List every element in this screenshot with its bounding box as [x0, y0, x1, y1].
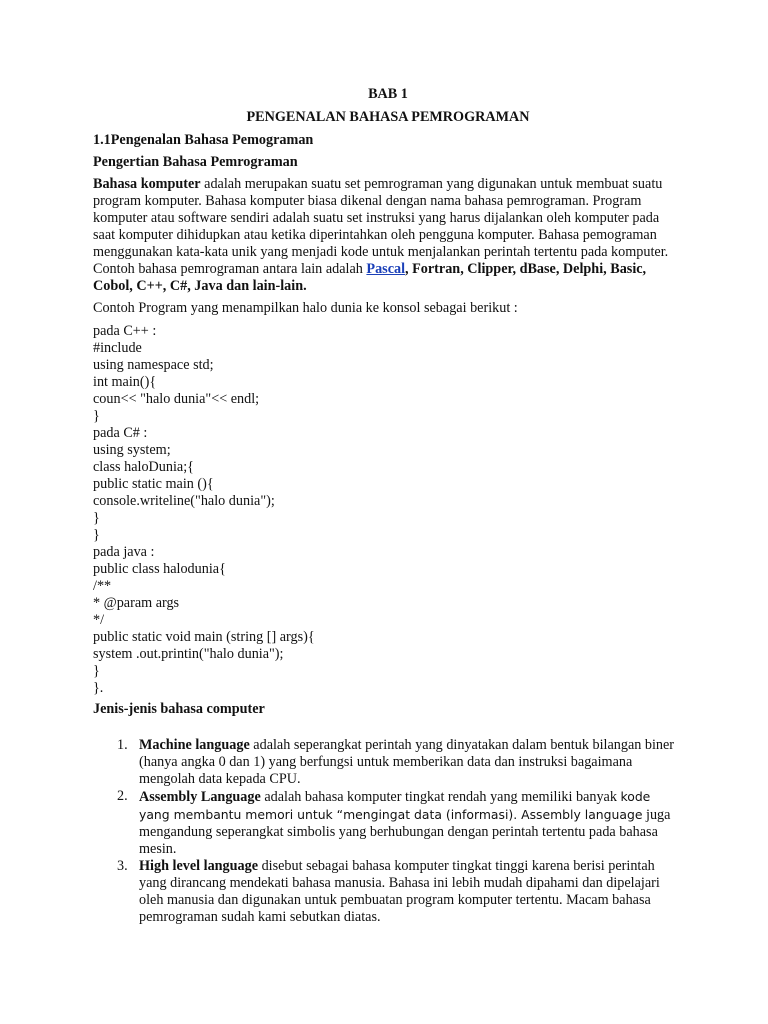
code-line: }: [93, 510, 100, 526]
list-number: 1.: [117, 737, 128, 753]
page-title: PENGENALAN BAHASA PEMROGRAMAN: [246, 109, 530, 125]
list-text-rest: juga mengandung seperangkat simbolis yang berhubungan dengan perintah tertentu pada bahasa mesin.: [139, 807, 671, 857]
code-line: console.writeline("halo dunia");: [93, 493, 275, 509]
list-number: 3.: [117, 858, 128, 874]
intro-term: Bahasa komputer: [93, 176, 201, 192]
intro-text: adalah merupakan suatu set pemrograman yang digunakan untuk membuat suatu program komputer. Bahasa komputer biasa dikenal dengan nama bahasa pemrograman. Program komputer atau software sendiri adalah suatu set instruksi yang harus dijalankan oleh komputer pada saat komputer dihidupkan atau ketika diperintahkan oleh pengguna komputer. Bahasa pemograman menggunakan kata-kata unik yang menjadi kode untuk menjalankan perintah tertentu pada komputer. Contoh bahasa pemrograman antara lain adalah: [93, 176, 669, 277]
list-text-alt-font: kode yang membantu memori untuk “mengingat data (informasi). Assembly language: [139, 789, 651, 822]
code-line: }: [93, 527, 100, 543]
code-line: system .out.printin("halo dunia");: [93, 646, 284, 662]
code-line: /**: [93, 578, 112, 594]
code-block: [93, 323, 683, 697]
intro-paragraph: [93, 176, 683, 295]
code-line: int main(){: [93, 374, 157, 390]
example-intro: Contoh Program yang menampilkan halo dunia ke konsol sebagai berikut :: [93, 300, 518, 316]
list-text: adalah seperangkat perintah yang dinyatakan dalam bentuk bilangan biner (hanya angka 0 dan 1) yang berfungsi untuk memberikan data dan instruksi bagaimana mengolah data kepada CPU.: [139, 737, 675, 787]
code-line: public static void main (string [] args){: [93, 629, 315, 645]
code-line: class haloDunia;{: [93, 459, 194, 475]
list-term: Machine language: [139, 737, 250, 753]
section-heading: 1.1Pengenalan Bahasa Pemograman: [93, 132, 314, 148]
list-text: adalah bahasa komputer tingkat rendah yang memiliki banyak: [260, 789, 617, 805]
code-line: using namespace std;: [93, 357, 214, 373]
code-line: pada java :: [93, 544, 155, 560]
code-line: public static main (){: [93, 476, 214, 492]
list-text: disebut sebagai bahasa komputer tingkat tinggi karena berisi perintah yang dirancang mendekati bahasa manusia. Bahasa ini lebih mudah dipahami dan dipelajari oleh manusia dan digunakan untuk pembuatan program komputer tertentu. Macam bahasa pemrograman sudah kami sebutkan diatas.: [139, 858, 660, 925]
list-item-assembly-language: [93, 788, 683, 858]
language-list: , Fortran, Clipper, dBase, Delphi, Basic, Cobol, C++, C#, Java dan lain-lain.: [93, 261, 647, 294]
code-line: using system;: [93, 442, 171, 458]
list-term: Assembly Language: [139, 789, 261, 805]
list-item-high-level-language: [93, 858, 683, 926]
code-line: public class halodunia{: [93, 561, 226, 577]
code-line: */: [93, 612, 105, 628]
types-heading: Jenis-jenis bahasa computer: [93, 701, 265, 717]
code-line: pada C# :: [93, 425, 148, 441]
types-list: [93, 737, 683, 926]
code-line: #include: [93, 340, 142, 356]
code-line: coun<< "halo dunia"<< endl;: [93, 391, 260, 407]
code-line: }: [93, 663, 100, 679]
chapter-label: BAB 1: [368, 86, 408, 102]
pascal-link[interactable]: Pascal: [366, 261, 406, 277]
code-line: }: [93, 408, 100, 424]
code-line: * @param args: [93, 595, 180, 611]
code-line: pada C++ :: [93, 323, 157, 339]
code-line: }.: [93, 680, 104, 696]
list-item-machine-language: [93, 737, 683, 788]
list-number: 2.: [117, 788, 128, 804]
document-page: [93, 86, 683, 926]
subheading: Pengertian Bahasa Pemrograman: [93, 154, 298, 170]
list-term: High level language: [139, 858, 259, 874]
